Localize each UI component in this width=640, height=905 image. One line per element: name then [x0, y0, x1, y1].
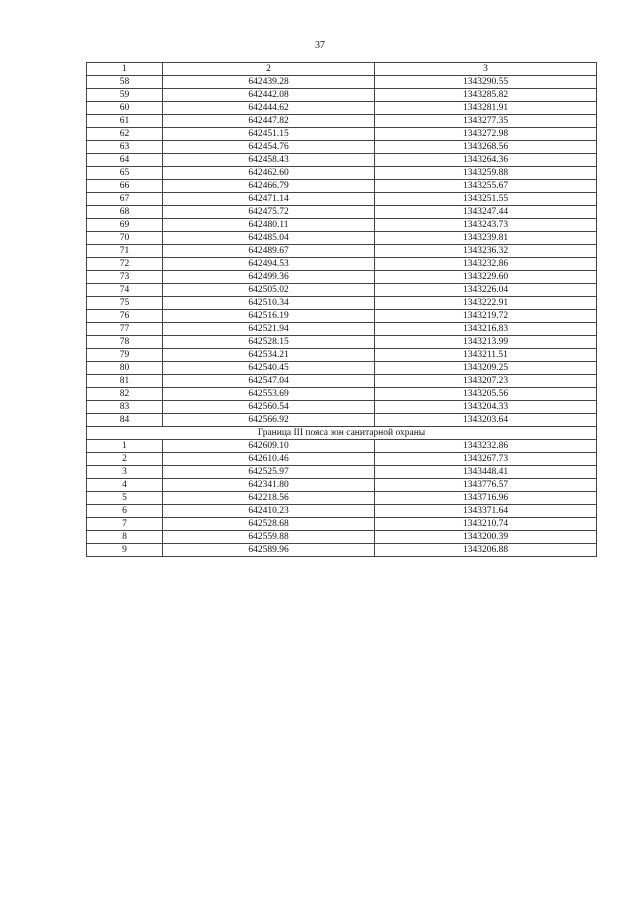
y-coordinate-cell: 1343267.73: [375, 453, 597, 466]
table-row: [87, 167, 597, 180]
y-coordinate-cell: 1343213.99: [375, 336, 597, 349]
x-coordinate-cell: 642439.28: [163, 76, 375, 89]
y-coordinate-cell: 1343243.73: [375, 219, 597, 232]
table-row: [87, 518, 597, 531]
x-coordinate-cell: 642510.34: [163, 297, 375, 310]
point-number-cell: 79: [87, 349, 163, 362]
point-number-cell: 2: [87, 453, 163, 466]
x-coordinate-cell: 642480.11: [163, 219, 375, 232]
x-coordinate-cell: 642442.08: [163, 89, 375, 102]
header-cell-point: 1: [87, 63, 163, 76]
x-coordinate-cell: 642462.60: [163, 167, 375, 180]
table-row: [87, 284, 597, 297]
x-coordinate-cell: 642444.62: [163, 102, 375, 115]
point-number-cell: 62: [87, 128, 163, 141]
y-coordinate-cell: 1343211.51: [375, 349, 597, 362]
point-number-cell: 1: [87, 440, 163, 453]
y-coordinate-cell: 1343716.96: [375, 492, 597, 505]
y-coordinate-cell: 1343239.81: [375, 232, 597, 245]
point-number-cell: 71: [87, 245, 163, 258]
y-coordinate-cell: 1343247.44: [375, 206, 597, 219]
section-row: [87, 427, 597, 440]
point-number-cell: 83: [87, 401, 163, 414]
table-row: [87, 466, 597, 479]
y-coordinate-cell: 1343204.33: [375, 401, 597, 414]
table-row: [87, 479, 597, 492]
point-number-cell: 4: [87, 479, 163, 492]
table-row: [87, 544, 597, 557]
table-row: [87, 76, 597, 89]
x-coordinate-cell: 642466.79: [163, 180, 375, 193]
header-cell-y: 3: [375, 63, 597, 76]
x-coordinate-cell: 642451.15: [163, 128, 375, 141]
point-number-cell: 77: [87, 323, 163, 336]
y-coordinate-cell: 1343290.55: [375, 76, 597, 89]
table-row: [87, 102, 597, 115]
y-coordinate-cell: 1343216.83: [375, 323, 597, 336]
table-row: [87, 453, 597, 466]
table-row: [87, 193, 597, 206]
y-coordinate-cell: 1343448.41: [375, 466, 597, 479]
table-row: [87, 323, 597, 336]
y-coordinate-cell: 1343210.74: [375, 518, 597, 531]
y-coordinate-cell: 1343232.86: [375, 440, 597, 453]
y-coordinate-cell: 1343268.56: [375, 141, 597, 154]
point-number-cell: 80: [87, 362, 163, 375]
y-coordinate-cell: 1343236.32: [375, 245, 597, 258]
x-coordinate-cell: 642540.45: [163, 362, 375, 375]
x-coordinate-cell: 642516.19: [163, 310, 375, 323]
coordinates-table-body: [87, 63, 597, 557]
point-number-cell: 78: [87, 336, 163, 349]
y-coordinate-cell: 1343205.56: [375, 388, 597, 401]
table-row: [87, 115, 597, 128]
table-row: [87, 349, 597, 362]
table-row: [87, 219, 597, 232]
x-coordinate-cell: 642525.97: [163, 466, 375, 479]
header-row: [87, 63, 597, 76]
y-coordinate-cell: 1343226.04: [375, 284, 597, 297]
x-coordinate-cell: 642566.92: [163, 414, 375, 427]
point-number-cell: 74: [87, 284, 163, 297]
x-coordinate-cell: 642534.21: [163, 349, 375, 362]
table-row: [87, 440, 597, 453]
x-coordinate-cell: 642560.54: [163, 401, 375, 414]
x-coordinate-cell: 642475.72: [163, 206, 375, 219]
x-coordinate-cell: 642454.76: [163, 141, 375, 154]
y-coordinate-cell: 1343281.91: [375, 102, 597, 115]
table-row: [87, 336, 597, 349]
y-coordinate-cell: 1343206.88: [375, 544, 597, 557]
y-coordinate-cell: 1343272.98: [375, 128, 597, 141]
y-coordinate-cell: 1343371.64: [375, 505, 597, 518]
y-coordinate-cell: 1343776.57: [375, 479, 597, 492]
point-number-cell: 59: [87, 89, 163, 102]
y-coordinate-cell: 1343219.72: [375, 310, 597, 323]
x-coordinate-cell: 642471.14: [163, 193, 375, 206]
y-coordinate-cell: 1343200.39: [375, 531, 597, 544]
point-number-cell: 5: [87, 492, 163, 505]
table-row: [87, 362, 597, 375]
section-title: Граница III пояса зон санитарной охраны: [87, 427, 597, 440]
point-number-cell: 84: [87, 414, 163, 427]
y-coordinate-cell: 1343232.86: [375, 258, 597, 271]
y-coordinate-cell: 1343203.64: [375, 414, 597, 427]
y-coordinate-cell: 1343222.91: [375, 297, 597, 310]
y-coordinate-cell: 1343255.67: [375, 180, 597, 193]
table-row: [87, 89, 597, 102]
point-number-cell: 68: [87, 206, 163, 219]
point-number-cell: 81: [87, 375, 163, 388]
x-coordinate-cell: 642528.68: [163, 518, 375, 531]
point-number-cell: 63: [87, 141, 163, 154]
y-coordinate-cell: 1343277.35: [375, 115, 597, 128]
y-coordinate-cell: 1343264.36: [375, 154, 597, 167]
point-number-cell: 76: [87, 310, 163, 323]
page-number: 37: [315, 40, 325, 51]
point-number-cell: 6: [87, 505, 163, 518]
table-row: [87, 414, 597, 427]
table-row: [87, 492, 597, 505]
point-number-cell: 60: [87, 102, 163, 115]
table-row: [87, 128, 597, 141]
point-number-cell: 72: [87, 258, 163, 271]
y-coordinate-cell: 1343229.60: [375, 271, 597, 284]
x-coordinate-cell: 642489.67: [163, 245, 375, 258]
point-number-cell: 9: [87, 544, 163, 557]
point-number-cell: 70: [87, 232, 163, 245]
y-coordinate-cell: 1343285.82: [375, 89, 597, 102]
point-number-cell: 3: [87, 466, 163, 479]
table-row: [87, 310, 597, 323]
table-row: [87, 271, 597, 284]
table-row: [87, 401, 597, 414]
table-row: [87, 375, 597, 388]
point-number-cell: 73: [87, 271, 163, 284]
y-coordinate-cell: 1343207.23: [375, 375, 597, 388]
x-coordinate-cell: 642547.04: [163, 375, 375, 388]
header-cell-x: 2: [163, 63, 375, 76]
point-number-cell: 7: [87, 518, 163, 531]
x-coordinate-cell: 642553.69: [163, 388, 375, 401]
y-coordinate-cell: 1343259.88: [375, 167, 597, 180]
table-row: [87, 154, 597, 167]
table-row: [87, 258, 597, 271]
table-row: [87, 206, 597, 219]
x-coordinate-cell: 642609.10: [163, 440, 375, 453]
x-coordinate-cell: 642589.96: [163, 544, 375, 557]
y-coordinate-cell: 1343209.25: [375, 362, 597, 375]
coordinates-table: [86, 62, 597, 557]
table-row: [87, 297, 597, 310]
x-coordinate-cell: 642610.46: [163, 453, 375, 466]
x-coordinate-cell: 642410.23: [163, 505, 375, 518]
point-number-cell: 64: [87, 154, 163, 167]
x-coordinate-cell: 642485.04: [163, 232, 375, 245]
x-coordinate-cell: 642559.88: [163, 531, 375, 544]
point-number-cell: 75: [87, 297, 163, 310]
point-number-cell: 69: [87, 219, 163, 232]
x-coordinate-cell: 642499.36: [163, 271, 375, 284]
table-row: [87, 531, 597, 544]
table-row: [87, 245, 597, 258]
x-coordinate-cell: 642521.94: [163, 323, 375, 336]
table-row: [87, 388, 597, 401]
x-coordinate-cell: 642494.53: [163, 258, 375, 271]
point-number-cell: 58: [87, 76, 163, 89]
x-coordinate-cell: 642341.80: [163, 479, 375, 492]
x-coordinate-cell: 642505.02: [163, 284, 375, 297]
table-row: [87, 505, 597, 518]
x-coordinate-cell: 642218.56: [163, 492, 375, 505]
point-number-cell: 82: [87, 388, 163, 401]
point-number-cell: 66: [87, 180, 163, 193]
table-row: [87, 180, 597, 193]
x-coordinate-cell: 642458.43: [163, 154, 375, 167]
point-number-cell: 67: [87, 193, 163, 206]
x-coordinate-cell: 642528.15: [163, 336, 375, 349]
point-number-cell: 65: [87, 167, 163, 180]
table-row: [87, 232, 597, 245]
point-number-cell: 8: [87, 531, 163, 544]
x-coordinate-cell: 642447.82: [163, 115, 375, 128]
point-number-cell: 61: [87, 115, 163, 128]
y-coordinate-cell: 1343251.55: [375, 193, 597, 206]
table-row: [87, 141, 597, 154]
